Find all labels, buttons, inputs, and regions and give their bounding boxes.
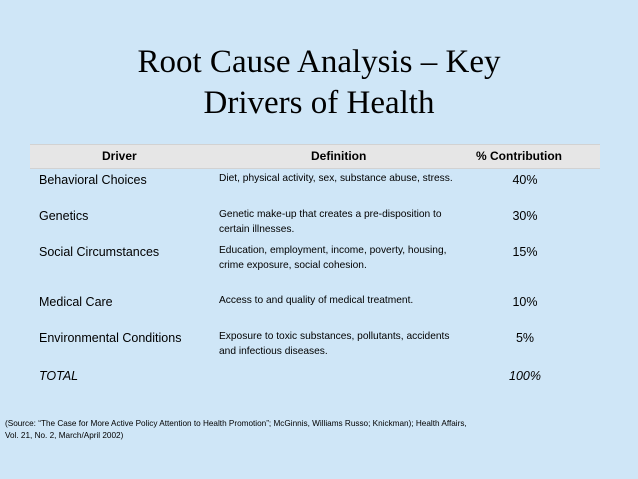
title-line-1: Root Cause Analysis – Key — [137, 44, 501, 80]
table-header — [30, 144, 600, 169]
definition-cell: Access to and quality of medical treatment. — [219, 295, 414, 306]
column-header-definition: Definition — [311, 149, 367, 163]
source-citation — [5, 418, 635, 442]
total-label: TOTAL — [39, 369, 79, 383]
definition-cell: Exposure to toxic substances, pollutants, accidents and infectious diseases. — [219, 331, 450, 357]
contribution-cell: 10% — [512, 295, 538, 309]
driver-cell: Genetics — [39, 209, 89, 223]
driver-cell: Behavioral Choices — [39, 173, 147, 187]
contribution-cell: 15% — [512, 245, 538, 259]
contribution-cell: 30% — [512, 209, 538, 223]
definition-cell: Genetic make-up that creates a pre-disposition to certain illnesses. — [219, 209, 442, 235]
contribution-cell: 40% — [512, 173, 538, 187]
column-header-driver: Driver — [102, 149, 137, 163]
drivers-table — [30, 144, 600, 383]
slide-title — [0, 42, 638, 124]
contribution-cell: 5% — [515, 331, 535, 345]
driver-cell: Environmental Conditions — [39, 331, 182, 345]
source-line-1: (Source: “The Case for More Active Policy Attention to Health Promotion”; McGinnis, Williams Russo; Knickman); Health Affairs, — [5, 419, 467, 428]
total-contribution: 100% — [509, 369, 541, 383]
driver-cell: Medical Care — [39, 295, 113, 309]
definition-cell: Education, employment, income, poverty, housing, crime exposure, social cohesion. — [219, 245, 447, 271]
definition-cell: Diet, physical activity, sex, substance abuse, stress. — [219, 173, 453, 184]
title-line-2: Drivers of Health — [203, 85, 435, 121]
source-line-2: Vol. 21, No. 2, March/April 2002) — [5, 431, 124, 440]
driver-cell: Social Circumstances — [39, 245, 160, 259]
column-header-contribution: % Contribution — [476, 149, 562, 163]
